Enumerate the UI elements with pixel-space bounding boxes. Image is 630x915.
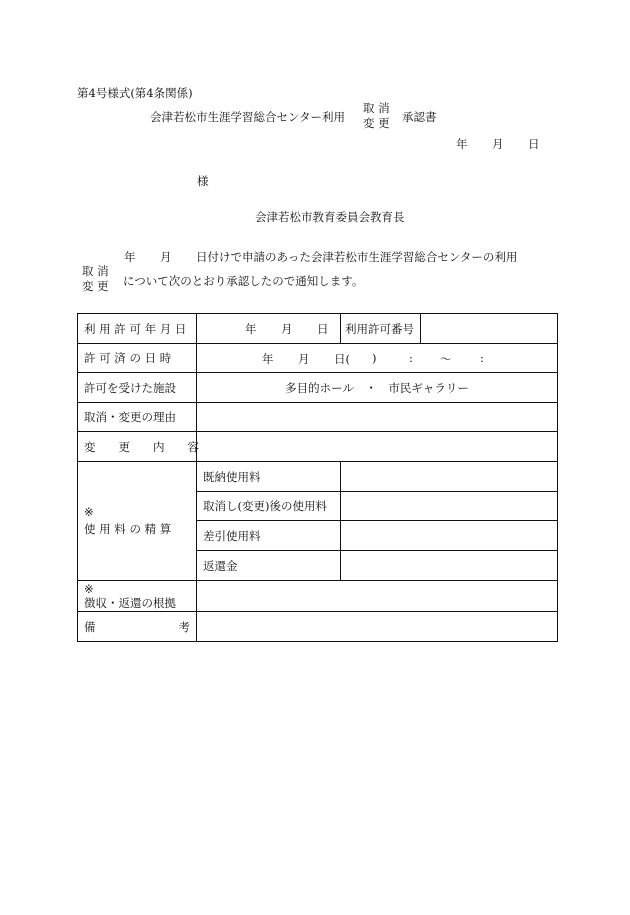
label-permitted-datetime: 許 可 済 の 日 時 [78,344,197,373]
label-reason: 取消・変更の理由 [78,403,197,432]
body-year: 年 [124,250,136,264]
label-remarks [78,612,197,642]
label-permit-date: 利 用 許 可 年 月 日 [78,314,197,344]
fee-after-change-value [341,492,558,521]
reason-value [197,403,558,432]
fee-item-difference: 差引使用料 [197,521,341,551]
facility-value: 多目的ホール ・ 市民ギャラリー [197,373,558,403]
basis-mark: ※ [84,582,94,596]
fee-paid-value [341,462,558,492]
title-option-cancel: 取 消 [363,101,390,115]
label-permit-number: 利用許可番号 [341,314,421,344]
row-basis [78,581,558,612]
recipient-suffix: 様 [197,174,209,188]
permit-day: 日 [317,322,329,336]
title-option-change: 変 更 [363,116,390,130]
title-options [363,101,390,131]
remarks-label-right: 考 [178,619,190,634]
fee-item-after-change: 取消し(変更)後の使用料 [197,492,341,521]
remarks-value [197,612,558,642]
dt-colon-start: : [409,351,413,365]
body-month: 月 [160,250,172,264]
dt-month: 月 [298,352,310,366]
label-change-content: 変 更 内 容 [78,432,197,462]
date-month: 月 [492,137,504,151]
permit-year: 年 [245,322,257,336]
dt-colon-end: : [480,351,484,365]
label-fee-settlement [78,462,197,581]
row-reason [78,403,558,432]
title-prefix: 会津若松市生涯学習総合センター利用 [150,110,346,124]
body-line1: 日付けで申請のあった会津若松市生涯学習総合センターの利用 [196,250,518,264]
issuer: 会津若松市教育委員会教育長 [255,210,405,224]
dt-tilde: 〜 [440,352,452,366]
dt-year: 年 [262,352,274,366]
body-option-cancel: 取 消 [82,264,109,278]
fee-item-refund: 返還金 [197,551,341,581]
fee-refund-value [341,551,558,581]
remarks-label-left: 備 [84,619,96,634]
date-day: 日 [528,137,540,151]
dt-day-open: 日( [334,352,350,366]
body-options [82,264,109,294]
row-facility [78,373,558,403]
label-basis [78,581,197,612]
body-line2: について次のとおり承認したので通知します。 [123,274,364,288]
permit-month: 月 [281,322,293,336]
title-suffix: 承認書 [402,110,437,124]
fee-mark: ※ [84,505,94,519]
change-content-value [197,432,558,462]
body-option-change: 変 更 [82,279,109,293]
row-permitted-datetime [78,344,558,373]
row-change-content [78,432,558,462]
approval-table [77,313,558,642]
form-number: 第4号様式(第4条関係) [77,86,193,100]
date-year: 年 [456,137,468,151]
fee-difference-value [341,521,558,551]
permit-date-value [197,314,341,344]
label-facility: 許可を受けた施設 [78,373,197,403]
fee-item-paid: 既納使用料 [197,462,341,492]
fee-label: 使 用 料 の 精 算 [84,522,172,536]
permitted-datetime-value [197,344,558,373]
permit-number-value [421,314,558,344]
dt-paren-close: ) [372,351,377,365]
basis-label: 徴収・返還の根拠 [84,596,176,610]
row-remarks [78,612,558,642]
row-fee-paid [78,462,558,492]
basis-value [197,581,558,612]
row-permit-date [78,314,558,344]
